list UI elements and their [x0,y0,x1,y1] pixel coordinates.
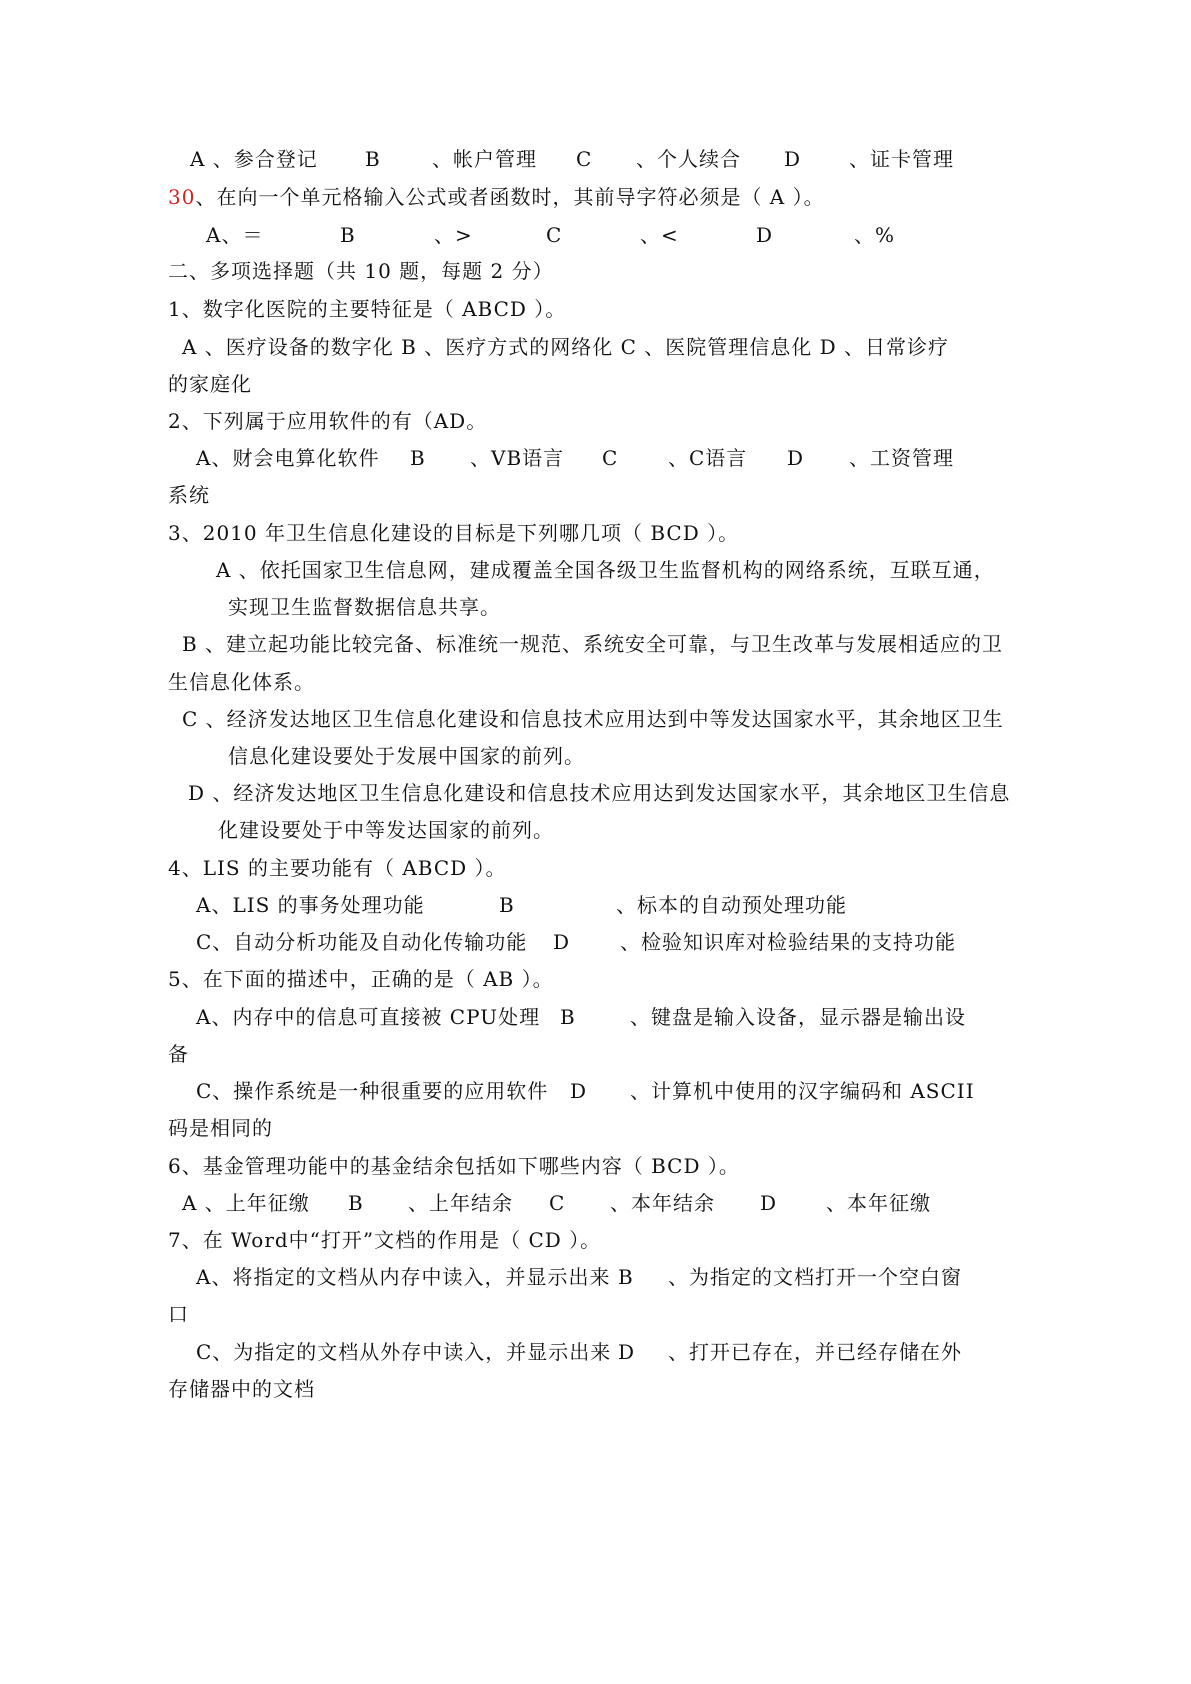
option-a: A、＝ [206,223,264,247]
option-d-letter: D [570,1079,588,1103]
option-b-letter: B [348,1191,364,1215]
option-b-letter: B [618,1265,634,1289]
option-c: 、本年结余 [610,1191,715,1215]
question-1-options-cont: 的家庭化 [168,372,252,396]
question-1: 1、数字化医院的主要特征是（ ABCD ）。 [168,297,567,321]
question-7: 7、在 Word中“打开”文档的作用是（ CD ）。 [168,1228,602,1252]
question-3-option-c-cont: 信息化建设要处于发展中国家的前列。 [228,744,585,768]
option-d: 、本年征缴 [826,1191,931,1215]
question-2: 2、下列属于应用软件的有（AD。 [168,409,488,433]
question-5-options-ab-cont: 备 [168,1042,189,1066]
question-3-option-d-cont: 化建设要处于中等发达国家的前列。 [218,818,554,842]
option-d-letter: D [618,1340,636,1364]
option-c-letter: C [549,1191,566,1215]
option-a: A 、参合登记 [190,147,318,171]
question-7-options-cd-cont: 存储器中的文档 [168,1377,315,1401]
option-d: 、检验知识库对检验结果的支持功能 [620,930,956,954]
option-c-letter: C [576,147,593,171]
option-b: 、键盘是输入设备，显示器是输出设 [630,1005,966,1029]
option-d-letter: D [756,223,774,247]
option-a: A、内存中的信息可直接被 CPU处理 [196,1005,541,1029]
option-d: 、计算机中使用的汉字编码和 ASCII [630,1079,975,1103]
question-3-option-b: B 、建立起功能比较完备、标准统一规范、系统安全可靠，与卫生改革与发展相适应的卫 [182,632,1004,656]
question-3-option-d: D 、经济发达地区卫生信息化建设和信息技术应用达到发达国家水平，其余地区卫生信息 [188,781,1011,805]
question-3-option-b-cont: 生信息化体系。 [168,670,315,694]
question-number: 30 [168,185,196,209]
option-c: C、操作系统是一种很重要的应用软件 [196,1079,549,1103]
question-6: 6、基金管理功能中的基金结余包括如下哪些内容（ BCD ）。 [168,1154,740,1178]
option-b: 、标本的自动预处理功能 [616,893,847,917]
option-b-letter: B [499,893,515,917]
option-d-letter: D [787,446,805,470]
option-a: A、LIS 的事务处理功能 [196,893,425,917]
option-d: 、证卡管理 [849,147,954,171]
question-30 [168,184,825,210]
section-heading: 二、多项选择题（共 10 题，每题 2 分） [168,259,554,283]
option-c-letter: C [546,223,563,247]
option-d-letter: D [784,147,802,171]
option-a: A、财会电算化软件 [196,446,380,470]
option-b: 、帐户管理 [432,147,537,171]
option-b-letter: B [410,446,426,470]
option-d: 、打开已存在，并已经存储在外 [668,1340,962,1364]
option-c: 、< [640,223,679,247]
option-c: 、个人续合 [636,147,741,171]
option-c: 、C语言 [668,446,748,470]
question-4: 4、LIS 的主要功能有（ ABCD ）。 [168,856,507,880]
option-d: 、工资管理 [849,446,954,470]
option-b-letter: B [365,147,381,171]
question-3: 3、2010 年卫生信息化建设的目标是下列哪几项（ BCD ）。 [168,521,740,545]
question-5-options-cd-cont: 码是相同的 [168,1116,273,1140]
option-b-letter: B [340,223,356,247]
option-c: C、为指定的文档从外存中读入，并显示出来 [196,1340,612,1364]
question-7-options-ab-cont: 口 [168,1302,189,1326]
option-c: C、自动分析功能及自动化传输功能 [196,930,528,954]
question-5: 5、在下面的描述中，正确的是（ AB ）。 [168,967,554,991]
question-1-options: A 、医疗设备的数字化 B 、医疗方式的网络化 C 、医院管理信息化 D 、日常诊疗 [182,335,949,359]
option-d: 、% [854,223,896,247]
option-b: 、> [434,223,473,247]
option-a: A、将指定的文档从内存中读入，并显示出来 [196,1265,611,1289]
question-3-option-a-cont: 实现卫生监督数据信息共享。 [228,595,501,619]
option-b: 、VB语言 [470,446,565,470]
option-b: 、上年结余 [408,1191,513,1215]
question-2-options-cont: 系统 [168,483,210,507]
option-d-letter: D [760,1191,778,1215]
question-3-option-a: A 、依托国家卫生信息网，建成覆盖全国各级卫生监督机构的网络系统，互联互通， [216,558,995,582]
option-c-letter: C [602,446,619,470]
question-text: 、在向一个单元格输入公式或者函数时，其前导字符必须是（ A ）。 [195,185,825,209]
option-b-letter: B [560,1005,576,1029]
question-3-option-c: C 、经济发达地区卫生信息化建设和信息技术应用达到中等发达国家水平，其余地区卫生 [182,707,1004,731]
option-a: A 、上年征缴 [182,1191,310,1215]
option-d-letter: D [553,930,571,954]
option-b: 、为指定的文档打开一个空白窗 [668,1265,962,1289]
